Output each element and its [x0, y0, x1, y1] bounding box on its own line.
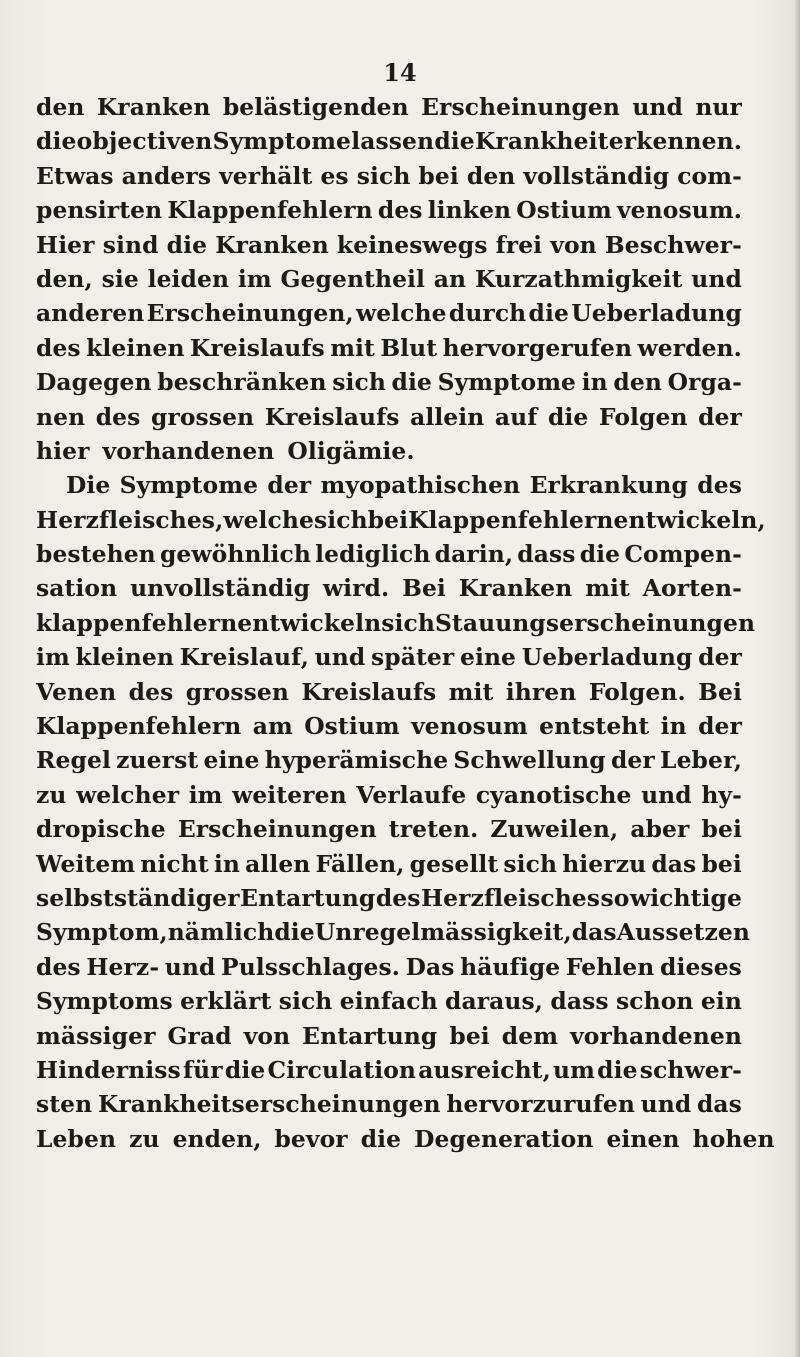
text-line: Weitem nicht in allen Fällen, gesellt sich hierzu das bei — [36, 849, 742, 878]
text-line: sation unvollständig wird. Bei Kranken mit Aorten- — [36, 574, 742, 603]
text-line: dropische Erscheinungen treten. Zuweilen, aber bei — [36, 815, 742, 844]
text-line: nen des grossen Kreislaufs allein auf die Folgen der — [36, 402, 742, 431]
text-line: hier vorhandenen Oligämie. — [36, 436, 415, 465]
text-line: Symptoms erklärt sich einfach daraus, dass schon ein — [36, 987, 742, 1016]
page-number: 14 — [383, 58, 417, 87]
text-line: Regel zuerst eine hyperämische Schwellung der Leber, — [36, 746, 742, 775]
text-line: Venen des grossen Kreislaufs mit ihren Folgen. Bei — [36, 677, 742, 706]
text-line: zu welcher im weiteren Verlaufe cyanotische und hy- — [36, 780, 742, 809]
text-line: im kleinen Kreislauf, und später eine Ueberladung der — [36, 643, 742, 672]
text-line: Hier sind die Kranken keineswegs frei von Beschwer- — [36, 230, 742, 259]
text-line: mässiger Grad von Entartung bei dem vorhandenen — [36, 1021, 742, 1050]
body-text — [36, 90, 775, 1156]
text-line: Hinderniss für die Circulation ausreicht, um die schwer- — [36, 1055, 742, 1084]
text-line: Dagegen beschränken sich die Symptome in den Orga- — [36, 368, 742, 397]
text-line: anderen Erscheinungen, welche durch die Ueberladung — [36, 299, 742, 328]
text-line: Symptom, nämlich die Unregelmässigkeit, das Aussetzen — [36, 918, 750, 947]
text-line: Leben zu enden, bevor die Degeneration einen hohen — [36, 1124, 775, 1153]
text-line: bestehen gewöhnlich lediglich darin, dass die Compen- — [36, 540, 742, 569]
text-line: Etwas anders verhält es sich bei den vollständig com- — [36, 161, 742, 190]
text-line: des Herz- und Pulsschlages. Das häufige Fehlen dieses — [36, 952, 742, 981]
text-line: Herzfleisches, welche sich bei Klappenfehlern entwickeln, — [36, 505, 766, 534]
text-line: selbstständiger Entartung des Herzfleisches so wichtige — [36, 883, 742, 912]
text-line: pensirten Klappenfehlern des linken Ostium venosum. — [36, 196, 742, 225]
text-line: die objectiven Symptome lassen die Krankheit erkennen. — [36, 127, 742, 156]
text-line: klappenfehlern entwickeln sich Stauungserscheinungen — [36, 608, 756, 637]
text-line: sten Krankheitserscheinungen hervorzurufen und das — [36, 1090, 742, 1119]
text-line: Klappenfehlern am Ostium venosum entsteht in der — [36, 712, 742, 741]
text-line: Die Symptome der myopathischen Erkrankung des — [66, 471, 742, 500]
text-line: den Kranken belästigenden Erscheinungen und nur — [36, 93, 742, 121]
text-line: den, sie leiden im Gegentheil an Kurzathmigkeit und — [36, 264, 742, 293]
page-edge-shadow — [794, 0, 800, 1357]
text-line: des kleinen Kreislaufs mit Blut hervorgerufen werden. — [36, 333, 742, 362]
